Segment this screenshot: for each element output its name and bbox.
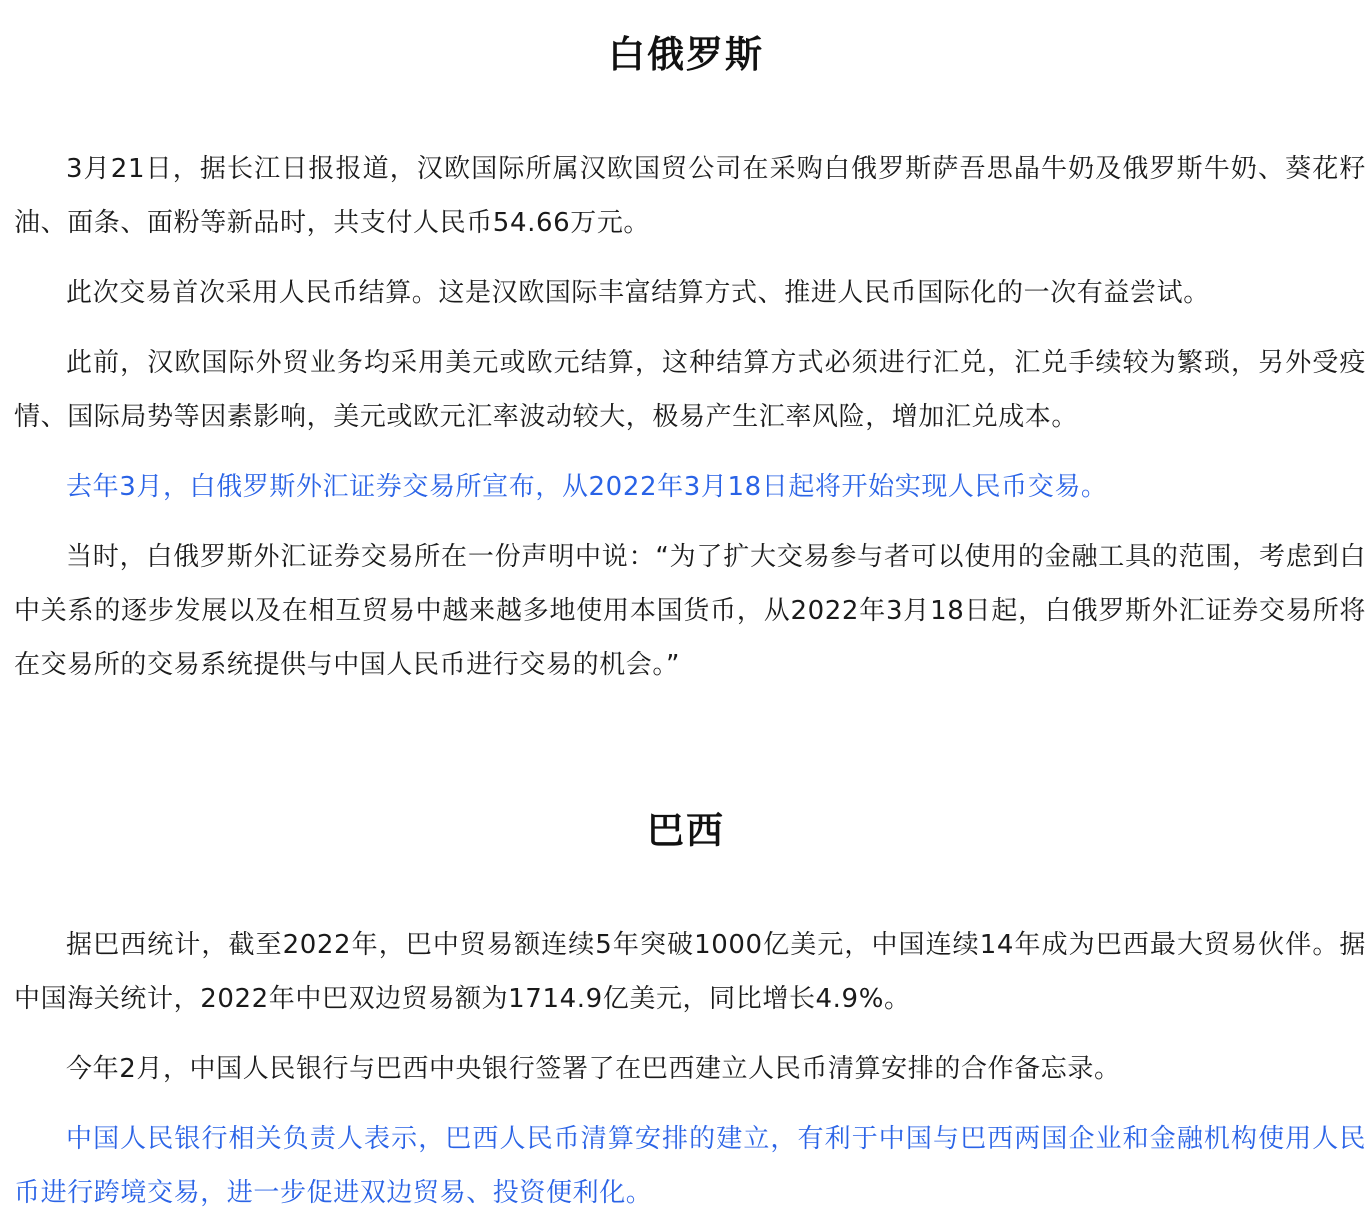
section-title-brazil: 巴西 <box>647 809 725 852</box>
section-belarus-body <box>14 142 1366 692</box>
paragraph: 据巴西统计，截至2022年，巴中贸易额连续5年突破1000亿美元，中国连续14年成为巴西最大贸易伙伴。据中国海关统计，2022年中巴双边贸易额为1714.9亿美元，同比增长4.9%。 <box>14 930 1366 1014</box>
paragraph: 当时，白俄罗斯外汇证券交易所在一份声明中说：“为了扩大交易参与者可以使用的金融工具的范围，考虑到白中关系的逐步发展以及在相互贸易中越来越多地使用本国货币，从2022年3月18日起，白俄罗斯外汇证券交易所将在交易所的交易系统提供与中国人民币进行交易的机会。” <box>14 542 1366 680</box>
highlighted-paragraph: 中国人民银行相关负责人表示，巴西人民币清算安排的建立，有利于中国与巴西两国企业和金融机构使用人民币进行跨境交易，进一步促进双边贸易、投资便利化。 <box>14 1124 1366 1208</box>
paragraph: 此前，汉欧国际外贸业务均采用美元或欧元结算，这种结算方式必须进行汇兑，汇兑手续较为繁琐，另外受疫情、国际局势等因素影响，美元或欧元汇率波动较大，极易产生汇率风险，增加汇兑成本。 <box>14 348 1366 432</box>
section-title-belarus: 白俄罗斯 <box>608 33 764 76</box>
paragraph: 今年2月，中国人民银行与巴西中央银行签署了在巴西建立人民币清算安排的合作备忘录。 <box>66 1054 1121 1084</box>
paragraph: 此次交易首次采用人民币结算。这是汉欧国际丰富结算方式、推进人民币国际化的一次有益尝试。 <box>66 278 1210 308</box>
section-brazil-body <box>14 918 1366 1220</box>
paragraph: 3月21日，据长江日报报道，汉欧国际所属汉欧国贸公司在采购白俄罗斯萨吾思晶牛奶及俄罗斯牛奶、葵花籽油、面条、面粉等新品时，共支付人民币54.66万元。 <box>14 154 1366 238</box>
highlighted-paragraph: 去年3月，白俄罗斯外汇证券交易所宣布，从2022年3月18日起将开始实现人民币交易。 <box>66 472 1108 502</box>
